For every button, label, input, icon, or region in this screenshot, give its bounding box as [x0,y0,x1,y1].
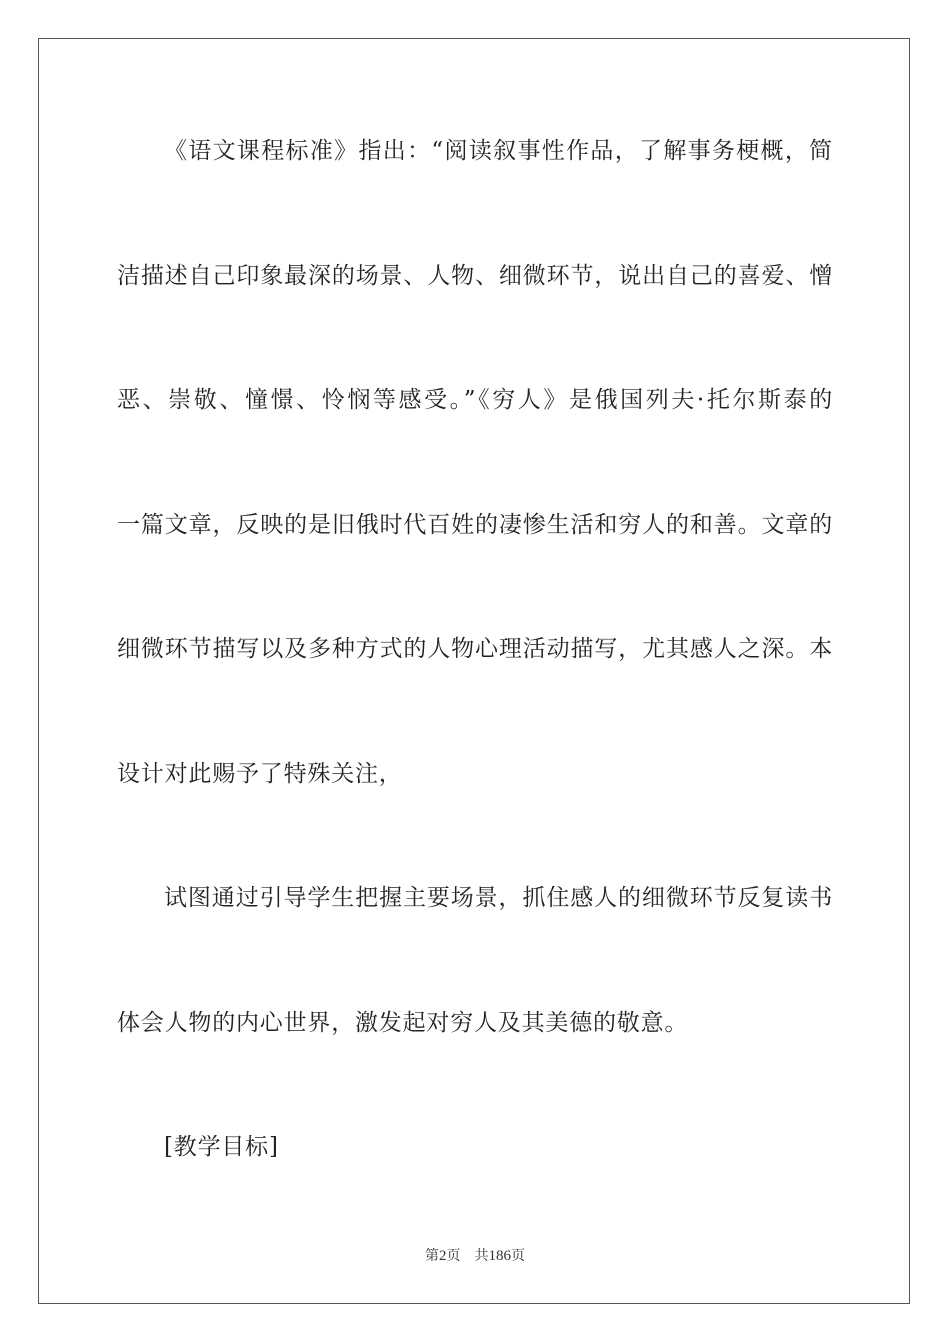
paragraph-2-line-1 [164,883,833,913]
text-line: 恶、崇敬、憧憬、怜悯等感受。”《穷人》是俄国列夫·托尔斯泰的 [117,387,833,413]
paragraph-1-line-5 [117,634,833,664]
page-prefix: 第 [425,1248,439,1264]
page-footer [0,1247,950,1265]
text-line: [教学目标] [164,1134,279,1160]
section-heading-teaching-goals [164,1132,880,1162]
text-line: 试图通过引导学生把握主要场景，抓住感人的细微环节反复读书 [164,885,833,911]
paragraph-1-line-3 [117,385,833,415]
text-line: 细微环节描写以及多种方式的人物心理活动描写，尤其感人之深。本 [117,636,833,662]
text-line: 《语文课程标准》指出：“阅读叙事性作品，了解事务梗概，简 [164,138,833,164]
page-suffix: 页 [446,1248,461,1264]
page-number: 2 [439,1248,447,1264]
total-prefix: 共 [474,1248,489,1264]
total-pages: 186 [488,1248,511,1264]
text-line: 设计对此赐予了特殊关注， [117,761,403,787]
paragraph-1-line-1 [164,136,833,166]
total-suffix: 页 [511,1248,525,1264]
paragraph-1-line-4 [117,510,833,540]
paragraph-1-line-2 [117,261,833,291]
page-border [38,38,910,1304]
paragraph-1-line-6 [117,759,833,789]
text-line: 体会人物的内心世界，激发起对穷人及其美德的敬意。 [117,1010,689,1036]
text-line: 一篇文章，反映的是旧俄时代百姓的凄惨生活和穷人的和善。文章的 [117,512,833,538]
paragraph-2-line-2 [117,1008,833,1038]
text-line: 洁描述自己印象最深的场景、人物、细微环节，说出自己的喜爱、憎 [117,263,833,289]
